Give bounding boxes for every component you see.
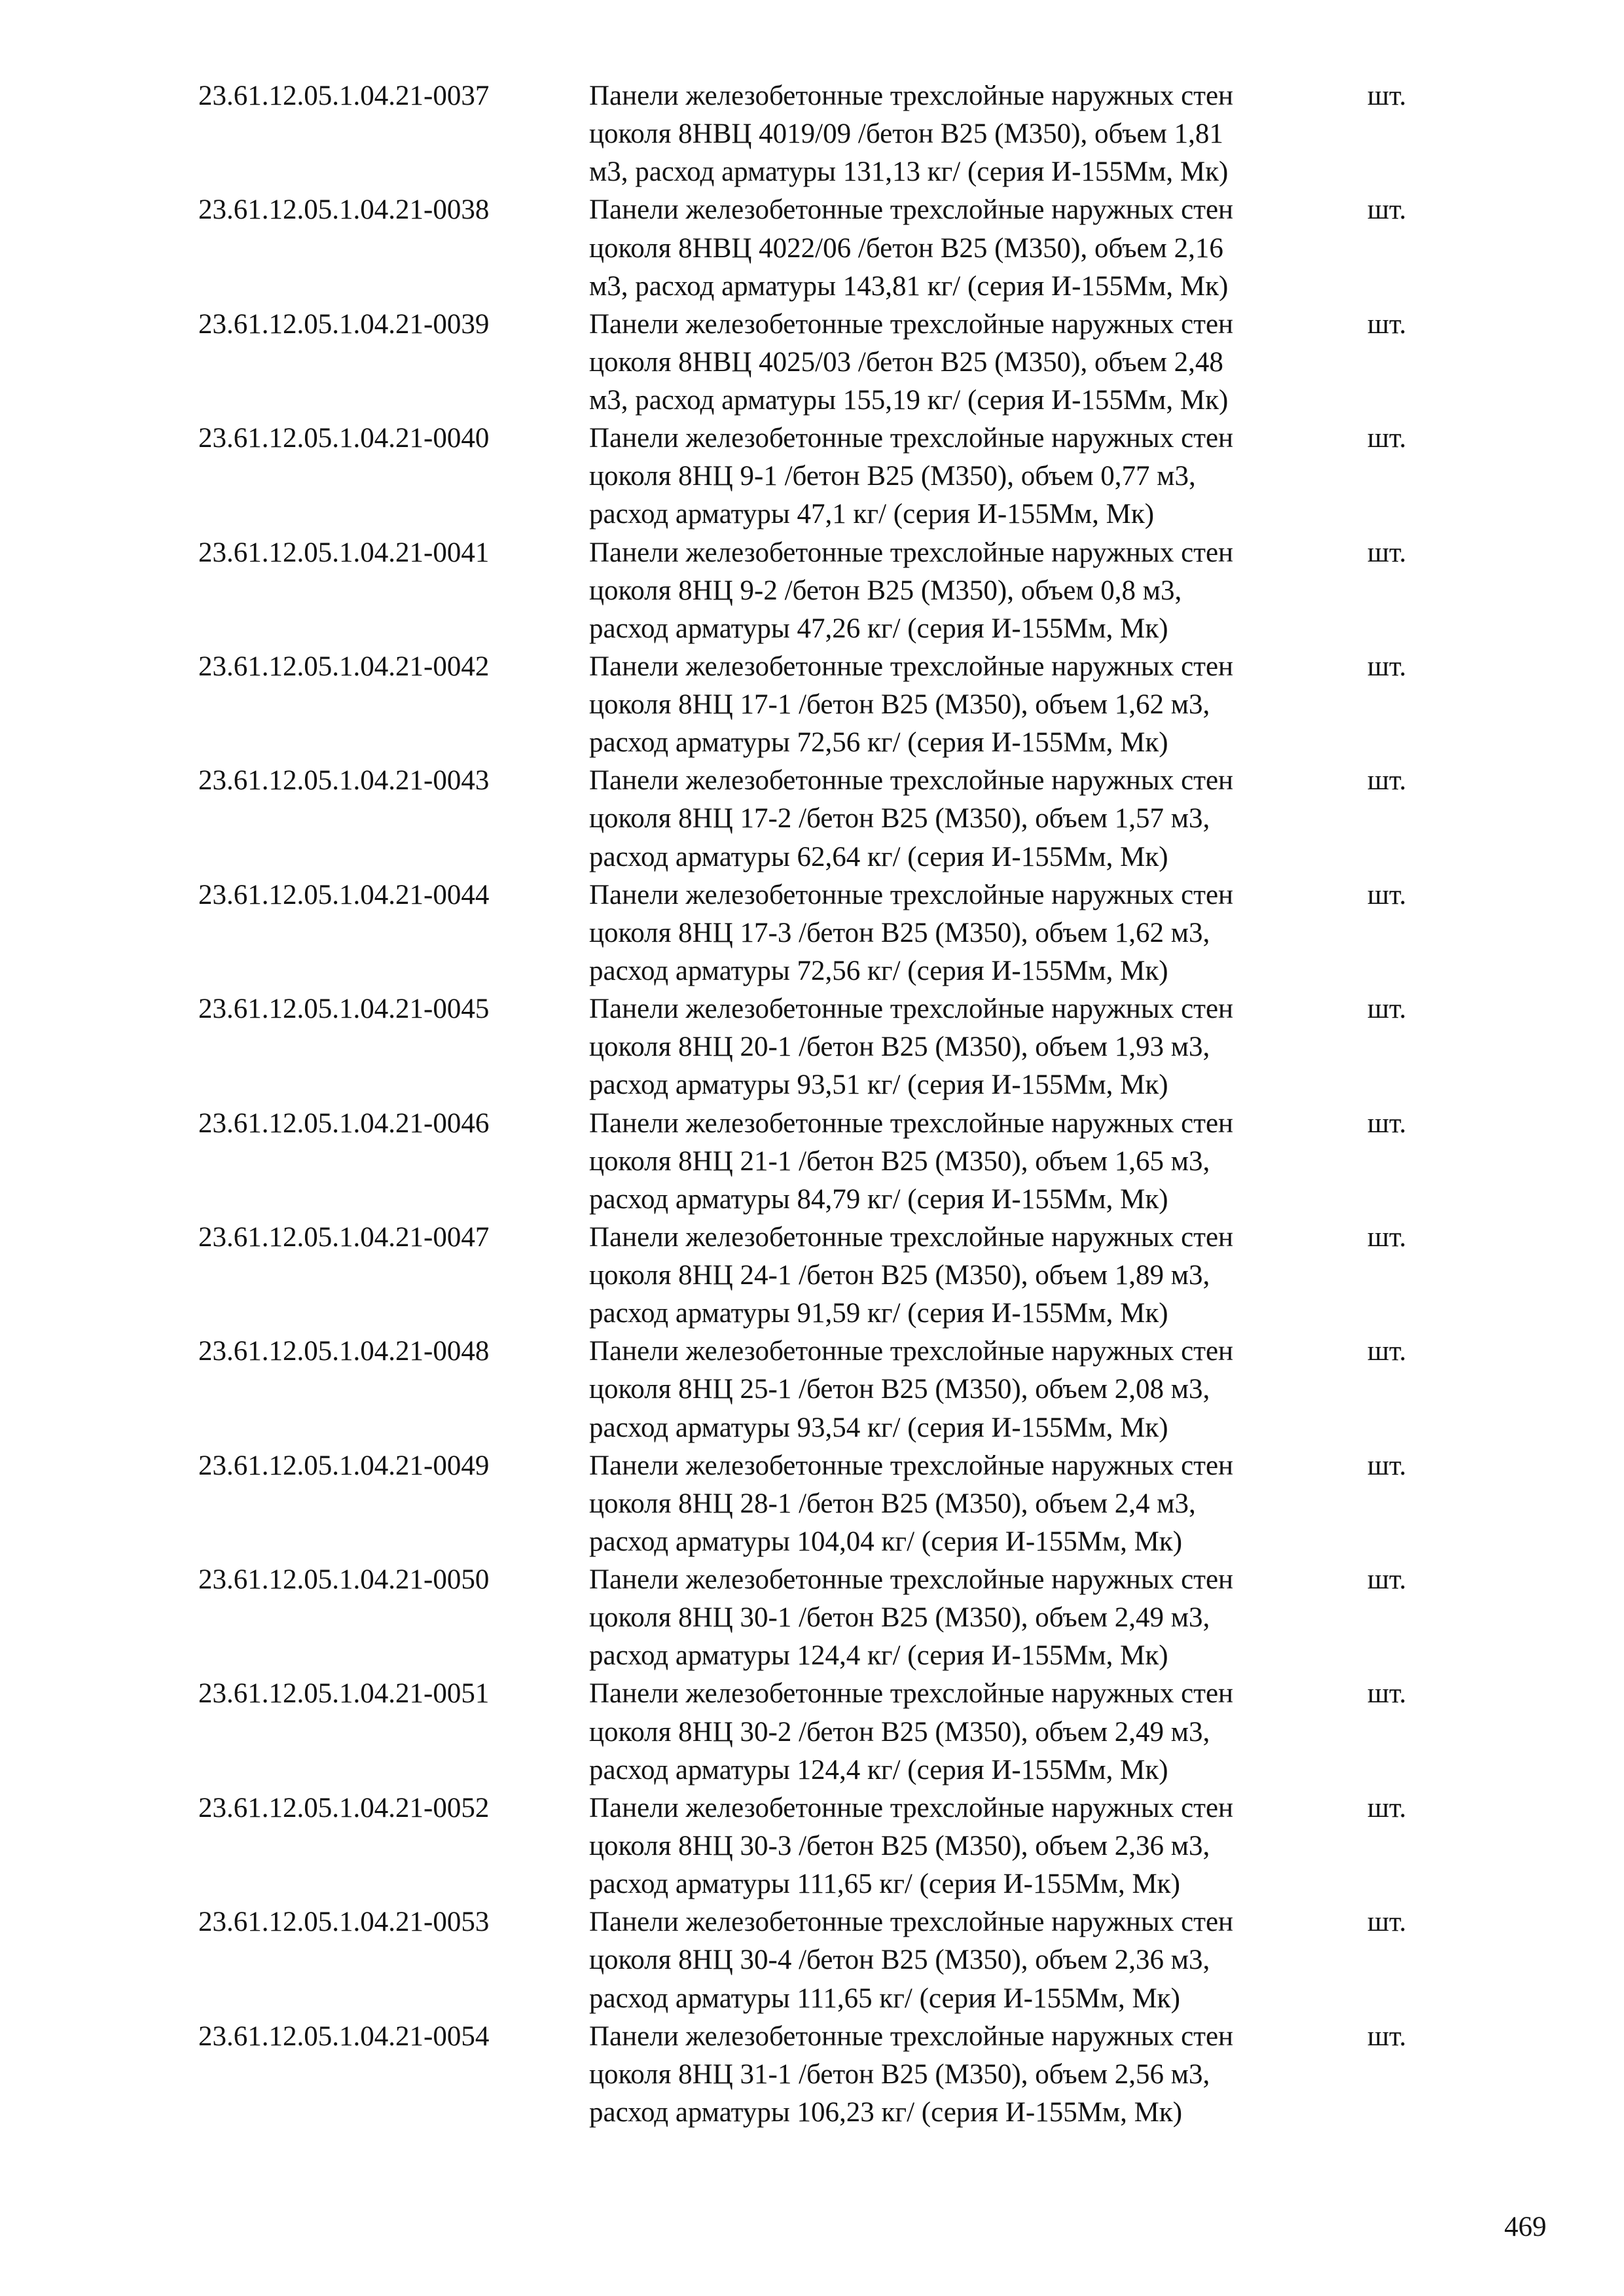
item-code: 23.61.12.05.1.04.21-0047 (198, 1221, 490, 1253)
list-item (198, 1333, 1442, 1446)
item-unit: шт. (1367, 194, 1407, 226)
item-description-line: Панели железобетонные трехслойные наружных стен (589, 765, 1234, 797)
list-item (198, 1903, 1442, 2017)
item-unit: шт. (1367, 994, 1407, 1025)
list-item (198, 876, 1442, 990)
item-unit: шт. (1367, 308, 1407, 340)
item-code: 23.61.12.05.1.04.21-0045 (198, 994, 490, 1025)
item-description-line: расход арматуры 93,51 кг/ (серия И-155Мм, Мк) (589, 1069, 1168, 1101)
list-item (198, 1675, 1442, 1789)
item-unit: шт. (1367, 1792, 1407, 1823)
item-description-line: расход арматуры 47,1 кг/ (серия И-155Мм, Мк) (589, 499, 1155, 530)
list-item (198, 2018, 1442, 2132)
item-description-line: цоколя 8НЦ 30-1 /бетон B25 (М350), объем 2,49 м3, (589, 1602, 1210, 1634)
item-description-line: м3, расход арматуры 131,13 кг/ (серия И-155Мм, Мк) (589, 156, 1229, 188)
item-code: 23.61.12.05.1.04.21-0042 (198, 651, 490, 682)
item-description-line: цоколя 8НВЦ 4025/03 /бетон B25 (М350), объем 2,48 (589, 346, 1223, 378)
item-description-line: Панели железобетонные трехслойные наружных стен (589, 1792, 1234, 1823)
item-code: 23.61.12.05.1.04.21-0053 (198, 1907, 490, 1938)
item-unit: шт. (1367, 1450, 1407, 1481)
item-description-line: цоколя 8НЦ 25-1 /бетон B25 (М350), объем 2,08 м3, (589, 1374, 1210, 1405)
list-item (198, 77, 1442, 191)
item-description-line: цоколя 8НЦ 9-1 /бетон B25 (М350), объем 0,77 м3, (589, 461, 1196, 492)
item-description (589, 1105, 1367, 1219)
list-item (198, 534, 1442, 648)
item-description-line: Панели железобетонные трехслойные наружных стен (589, 194, 1234, 226)
item-description-line: цоколя 8НЦ 30-4 /бетон B25 (М350), объем 2,36 м3, (589, 1945, 1210, 1976)
item-code: 23.61.12.05.1.04.21-0052 (198, 1792, 490, 1823)
list-item (198, 990, 1442, 1104)
item-description (589, 1447, 1367, 1561)
item-description (589, 1561, 1367, 1675)
item-unit: шт. (1367, 1564, 1407, 1596)
item-description (589, 1675, 1367, 1789)
item-description (589, 762, 1367, 876)
item-description-line: расход арматуры 47,26 кг/ (серия И-155Мм, Мк) (589, 613, 1168, 644)
item-description (589, 1333, 1367, 1446)
item-code: 23.61.12.05.1.04.21-0041 (198, 537, 490, 568)
item-description (589, 990, 1367, 1104)
item-code: 23.61.12.05.1.04.21-0049 (198, 1450, 490, 1481)
item-description-line: Панели железобетонные трехслойные наружных стен (589, 879, 1234, 910)
item-description-line: расход арматуры 111,65 кг/ (серия И-155Мм, Мк) (589, 1982, 1180, 2014)
item-description-line: цоколя 8НЦ 30-3 /бетон B25 (М350), объем 2,36 м3, (589, 1830, 1210, 1861)
item-unit: шт. (1367, 1678, 1407, 1710)
item-unit: шт. (1367, 765, 1407, 797)
list-item (198, 306, 1442, 420)
item-description (589, 534, 1367, 648)
item-code: 23.61.12.05.1.04.21-0043 (198, 765, 490, 797)
item-description (589, 2018, 1367, 2132)
list-item (198, 762, 1442, 876)
item-unit: шт. (1367, 1336, 1407, 1367)
item-description-line: цоколя 8НЦ 17-2 /бетон B25 (М350), объем 1,57 м3, (589, 803, 1210, 834)
item-description-line: цоколя 8НЦ 31-1 /бетон B25 (М350), объем 2,56 м3, (589, 2058, 1210, 2090)
item-unit: шт. (1367, 81, 1407, 111)
item-description-line: цоколя 8НЦ 28-1 /бетон B25 (М350), объем 2,4 м3, (589, 1488, 1196, 1519)
item-description-line: расход арматуры 124,4 кг/ (серия И-155Мм, Мк) (589, 1640, 1168, 1672)
item-description-line: Панели железобетонные трехслойные наружных стен (589, 1678, 1234, 1710)
item-description-line: Панели железобетонные трехслойные наружных стен (589, 651, 1234, 682)
item-code: 23.61.12.05.1.04.21-0039 (198, 308, 490, 340)
item-unit: шт. (1367, 879, 1407, 910)
item-description (589, 648, 1367, 762)
item-description-line: Панели железобетонные трехслойные наружных стен (589, 994, 1234, 1025)
item-description (589, 1903, 1367, 2017)
list-item (198, 191, 1442, 305)
item-description-line: Панели железобетонные трехслойные наружных стен (589, 81, 1234, 111)
item-unit: шт. (1367, 423, 1407, 454)
item-description-line: цоколя 8НЦ 9-2 /бетон B25 (М350), объем 0,8 м3, (589, 575, 1182, 606)
item-code: 23.61.12.05.1.04.21-0054 (198, 2020, 490, 2052)
list-item (198, 1789, 1442, 1903)
item-description (589, 77, 1367, 191)
item-unit: шт. (1367, 1907, 1407, 1938)
item-code: 23.61.12.05.1.04.21-0037 (198, 81, 490, 111)
item-description-line: Панели железобетонные трехслойные наружных стен (589, 1564, 1234, 1596)
item-code: 23.61.12.05.1.04.21-0038 (198, 194, 490, 226)
item-description-line: Панели железобетонные трехслойные наружных стен (589, 2020, 1234, 2052)
item-description-line: цоколя 8НЦ 17-3 /бетон B25 (М350), объем 1,62 м3, (589, 917, 1210, 948)
item-description-line: цоколя 8НЦ 20-1 /бетон B25 (М350), объем 1,93 м3, (589, 1031, 1210, 1063)
item-description (589, 1219, 1367, 1333)
item-description (589, 420, 1367, 533)
item-description-line: Панели железобетонные трехслойные наружных стен (589, 537, 1234, 568)
item-description-line: Панели железобетонные трехслойные наружных стен (589, 1336, 1234, 1367)
item-description-line: цоколя 8НВЦ 4022/06 /бетон B25 (М350), объем 2,16 (589, 232, 1223, 264)
list-item (198, 420, 1442, 533)
item-description (589, 876, 1367, 990)
item-unit: шт. (1367, 651, 1407, 682)
item-description-line: м3, расход арматуры 143,81 кг/ (серия И-155Мм, Мк) (589, 270, 1229, 302)
item-code: 23.61.12.05.1.04.21-0051 (198, 1678, 490, 1710)
item-description-line: Панели железобетонные трехслойные наружных стен (589, 308, 1234, 340)
item-description-line: Панели железобетонные трехслойные наружных стен (589, 1107, 1234, 1139)
item-description-line: расход арматуры 72,56 кг/ (серия И-155Мм, Мк) (589, 727, 1168, 759)
list-item (198, 1447, 1442, 1561)
item-unit: шт. (1367, 1221, 1407, 1253)
list-item (198, 1561, 1442, 1675)
item-description-line: цоколя 8НЦ 24-1 /бетон B25 (М350), объем 1,89 м3, (589, 1260, 1210, 1291)
item-description-line: расход арматуры 91,59 кг/ (серия И-155Мм, Мк) (589, 1298, 1168, 1329)
item-description-line: расход арматуры 84,79 кг/ (серия И-155Мм, Мк) (589, 1183, 1168, 1215)
item-code: 23.61.12.05.1.04.21-0046 (198, 1107, 490, 1139)
item-description-line: расход арматуры 93,54 кг/ (серия И-155Мм, Мк) (589, 1412, 1168, 1443)
item-description-line: расход арматуры 124,4 кг/ (серия И-155Мм, Мк) (589, 1754, 1168, 1785)
item-description-line: Панели железобетонные трехслойные наружных стен (589, 1221, 1234, 1253)
item-description-line: цоколя 8НЦ 21-1 /бетон B25 (М350), объем 1,65 м3, (589, 1145, 1210, 1177)
page-number: 469 (1504, 2212, 1547, 2242)
item-code: 23.61.12.05.1.04.21-0044 (198, 879, 490, 910)
item-description (589, 1789, 1367, 1903)
item-unit: шт. (1367, 537, 1407, 568)
item-description-line: Панели железобетонные трехслойные наружных стен (589, 1450, 1234, 1481)
item-description-line: Панели железобетонные трехслойные наружных стен (589, 423, 1234, 454)
price-list-entries (198, 77, 1442, 2132)
item-description-line: расход арматуры 111,65 кг/ (серия И-155Мм, Мк) (589, 1869, 1180, 1900)
item-description-line: расход арматуры 72,56 кг/ (серия И-155Мм, Мк) (589, 955, 1168, 986)
item-description-line: расход арматуры 104,04 кг/ (серия И-155Мм, Мк) (589, 1526, 1183, 1557)
item-description-line: цоколя 8НЦ 17-1 /бетон B25 (М350), объем 1,62 м3, (589, 689, 1210, 721)
list-item (198, 1105, 1442, 1219)
item-code: 23.61.12.05.1.04.21-0048 (198, 1336, 490, 1367)
item-code: 23.61.12.05.1.04.21-0040 (198, 423, 490, 454)
item-code: 23.61.12.05.1.04.21-0050 (198, 1564, 490, 1596)
item-description (589, 191, 1367, 305)
item-description (589, 306, 1367, 420)
item-description-line: цоколя 8НЦ 30-2 /бетон B25 (М350), объем 2,49 м3, (589, 1716, 1210, 1748)
item-unit: шт. (1367, 1107, 1407, 1139)
item-description-line: цоколя 8НВЦ 4019/09 /бетон B25 (М350), объем 1,81 (589, 118, 1223, 150)
item-description-line: м3, расход арматуры 155,19 кг/ (серия И-155Мм, Мк) (589, 385, 1229, 416)
item-description-line: расход арматуры 62,64 кг/ (серия И-155Мм, Мк) (589, 841, 1168, 872)
list-item (198, 1219, 1442, 1333)
list-item (198, 648, 1442, 762)
item-description-line: расход арматуры 106,23 кг/ (серия И-155Мм, Мк) (589, 2096, 1183, 2128)
item-unit: шт. (1367, 2020, 1407, 2052)
item-description-line: Панели железобетонные трехслойные наружных стен (589, 1907, 1234, 1938)
